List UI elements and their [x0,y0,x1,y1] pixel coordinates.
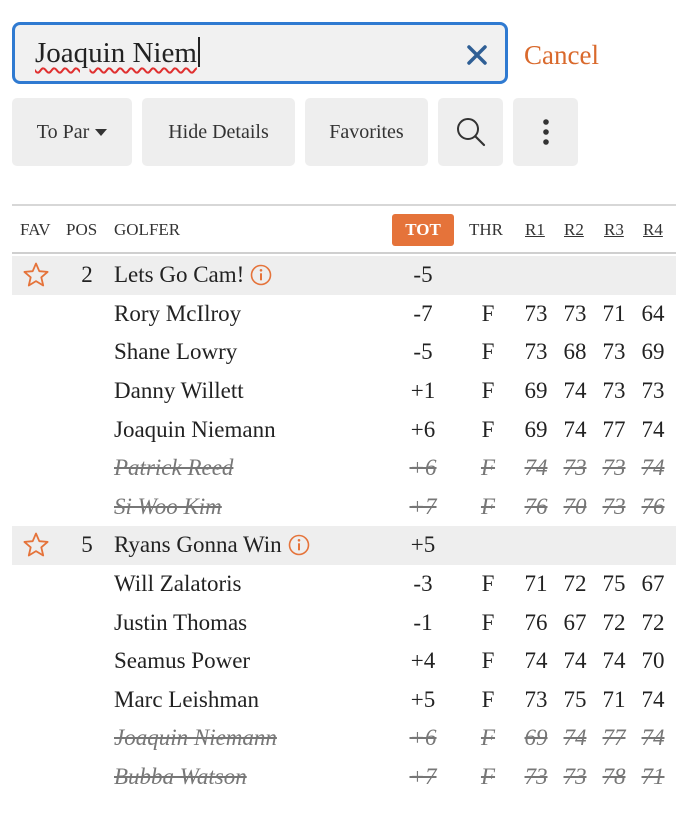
golfer-r2: 73 [563,300,587,326]
divider [12,204,676,206]
golfer-r1: 69 [524,725,548,751]
golfer-tot: +7 [409,764,437,790]
team-pos: 2 [81,262,93,288]
golfer-thr: F [481,378,495,404]
leaderboard-rows [12,256,676,796]
golfer-row [12,603,676,642]
search-button[interactable] [438,98,503,166]
golfer-r1: 73 [524,300,548,326]
favorites-button[interactable]: Favorites [305,98,428,166]
golfer-r3: 73 [602,339,626,365]
golfer-row [12,681,676,720]
search-icon [454,115,488,149]
golfer-r2: 74 [563,378,587,404]
golfer-r1: 71 [524,571,548,597]
golfer-r1: 73 [524,764,548,790]
golfer-name: Bubba Watson [114,764,247,790]
golfer-r4: 73 [641,378,665,404]
golfer-row [12,295,676,334]
golfer-r1: 76 [524,609,548,635]
golfer-r2: 73 [563,764,587,790]
golfer-name: Si Woo Kim [114,493,222,519]
col-r1-header[interactable]: R1 [525,220,545,239]
golfer-thr: F [480,764,496,790]
golfer-name: Patrick Reed [114,455,234,481]
team-pos: 5 [81,532,93,558]
golfer-r1: 73 [524,339,548,365]
chevron-down-icon [95,129,107,136]
to-par-label: To Par [36,120,90,143]
info-icon[interactable] [250,264,272,286]
golfer-tot: +6 [409,725,437,751]
golfer-tot: +5 [410,686,436,712]
golfer-row-dropped [12,488,676,527]
text-cursor [198,37,200,67]
golfer-tot: +6 [409,455,437,481]
golfer-r3: 73 [602,455,626,481]
golfer-r2: 68 [563,339,587,365]
col-golfer-header: GOLFER [114,220,181,239]
golfer-r2: 74 [563,648,587,674]
golfer-r3: 74 [602,648,626,674]
golfer-r4: 71 [641,764,665,790]
more-vertical-icon [542,118,550,146]
col-r3-header[interactable]: R3 [604,220,624,239]
cancel-button[interactable]: Cancel [524,40,599,70]
golfer-r3: 73 [602,378,626,404]
star-icon[interactable] [22,261,50,289]
golfer-r1: 76 [524,493,548,519]
col-r2-header[interactable]: R2 [564,220,584,239]
golfer-row [12,642,676,681]
golfer-r4: 67 [641,571,665,597]
hide-details-button[interactable]: Hide Details [142,98,295,166]
golfer-r2: 67 [563,609,587,635]
golfer-r1: 74 [524,455,548,481]
team-name-cell [114,256,272,295]
golfer-r2: 70 [563,493,587,519]
team-tot: +5 [410,532,436,558]
golfer-r3: 78 [602,764,626,790]
col-pos-header: POS [66,220,98,239]
golfer-r4: 74 [641,455,665,481]
col-thr-header: THR [469,220,503,239]
golfer-tot: -1 [413,609,433,635]
search-bar [12,22,682,88]
golfer-name: Danny Willett [114,378,244,404]
golfer-r4: 74 [641,686,665,712]
clear-icon[interactable] [461,39,493,71]
golfer-name: Rory McIlroy [114,300,242,326]
to-par-dropdown[interactable] [12,98,132,166]
golfer-thr: F [481,686,495,712]
team-row[interactable] [12,526,676,565]
golfer-tot: +6 [410,416,436,442]
golfer-tot: -5 [413,339,433,365]
search-input-value [35,37,200,70]
team-name: Ryans Gonna Win [114,532,282,558]
search-input[interactable] [12,22,508,84]
col-r4-header[interactable]: R4 [643,220,663,239]
golfer-r4: 70 [641,648,665,674]
golfer-tot: -3 [413,571,433,597]
team-name-cell [114,526,310,565]
golfer-row-dropped [12,758,676,797]
golfer-r3: 71 [602,300,626,326]
team-tot: -5 [413,262,433,288]
golfer-r3: 72 [602,609,626,635]
golfer-name: Marc Leishman [114,686,259,712]
golfer-tot: -7 [413,300,433,326]
golfer-row-dropped [12,449,676,488]
golfer-thr: F [481,416,495,442]
col-fav-header: FAV [20,220,51,239]
golfer-r3: 71 [602,686,626,712]
golfer-r4: 64 [641,300,665,326]
golfer-row [12,372,676,411]
more-options-button[interactable] [513,98,578,166]
golfer-r2: 74 [563,416,587,442]
golfer-r2: 73 [563,455,587,481]
golfer-r1: 73 [524,686,548,712]
golfer-thr: F [481,648,495,674]
golfer-name: Joaquin Niemann [114,416,276,442]
golfer-name: Seamus Power [114,648,251,674]
divider [12,252,676,254]
golfer-r3: 77 [602,416,626,442]
golfer-thr: F [481,300,495,326]
search-text: Joaquin Niem [35,37,197,69]
golfer-r4: 76 [641,493,665,519]
golfer-tot: +1 [410,378,436,404]
golfer-thr: F [481,609,495,635]
golfer-thr: F [481,571,495,597]
team-name: Lets Go Cam! [114,262,245,288]
golfer-r3: 77 [602,725,626,751]
golfer-r2: 74 [563,725,587,751]
star-icon[interactable] [22,531,50,559]
golfer-thr: F [480,455,496,481]
golfer-thr: F [480,725,496,751]
golfer-r4: 74 [641,416,665,442]
golfer-r2: 72 [563,571,587,597]
golfer-row [12,565,676,604]
golfer-thr: F [481,339,495,365]
golfer-r4: 72 [641,609,665,635]
golfer-name: Justin Thomas [114,609,248,635]
golfer-r1: 69 [524,416,548,442]
golfer-r4: 74 [641,725,665,751]
golfer-row [12,333,676,372]
golfer-tot: +4 [410,648,436,674]
golfer-r3: 73 [602,493,626,519]
golfer-r4: 69 [641,339,665,365]
info-icon[interactable] [288,534,310,556]
golfer-r1: 69 [524,378,548,404]
golfer-name: Shane Lowry [114,339,238,365]
golfer-tot: +7 [409,493,437,519]
golfer-name: Joaquin Niemann [114,725,277,751]
golfer-row [12,410,676,449]
golfer-r1: 74 [524,648,548,674]
golfer-thr: F [480,493,496,519]
golfer-name: Will Zalatoris [114,571,242,597]
golfer-row-dropped [12,719,676,758]
golfer-r2: 75 [563,686,587,712]
col-tot-header[interactable]: TOT [392,214,454,246]
team-row[interactable] [12,256,676,295]
golfer-r3: 75 [602,571,626,597]
